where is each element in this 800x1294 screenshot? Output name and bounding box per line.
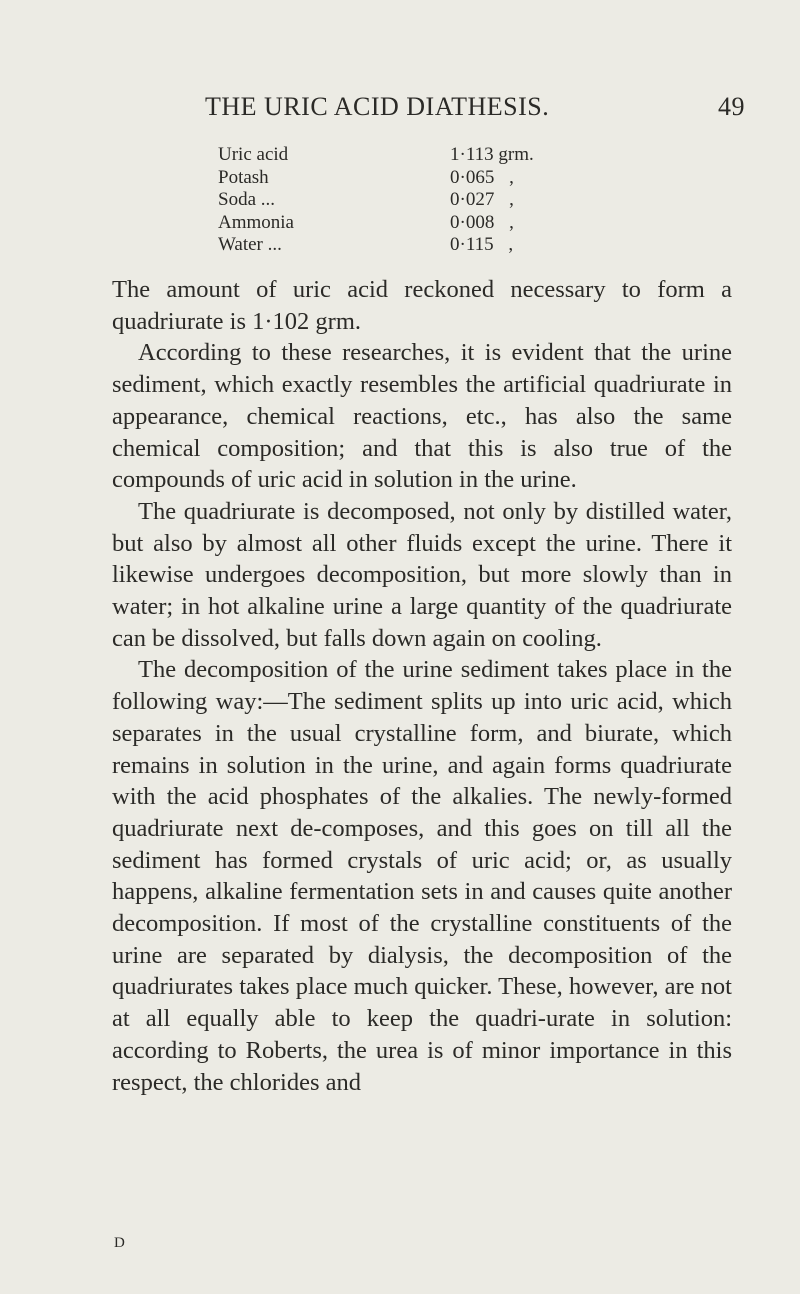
running-title: THE URIC ACID DIATHESIS. [205, 92, 550, 121]
table-row [218, 212, 578, 235]
paragraph: According to these researches, it is evident that the urine sediment, which exactly resembles the artificial quadriurate in appearance, chemical reactions, etc., has also the same chemical composition; and that this is also true of the compounds of uric acid in solution in the urine. [112, 339, 732, 494]
composition-table [218, 144, 578, 257]
signature-mark: D [114, 1235, 125, 1251]
component-value: 1·113 grm. [450, 144, 534, 165]
paragraph: The amount of uric acid reckoned necessary to form a quadriurate is 1·102 grm. [112, 276, 732, 335]
component-name: Uric acid [218, 144, 289, 165]
running-head [205, 92, 745, 128]
page-number: 49 [718, 92, 745, 121]
table-row [218, 189, 578, 212]
component-name: Ammonia [218, 211, 294, 233]
table-row [218, 234, 578, 257]
paragraph: The decomposition of the urine sediment takes place in the following way:—The sediment splits up into uric acid, which separates in the usual crystalline form, and biurate, which remains in solution in the urine, and again forms quadriurate with the acid phosphates of the alkalies. The newly-formed quadriurate next de-composes, and this goes on till all the sediment has formed crystals of uric acid; or, as usually happens, alkaline fermentation sets in and causes quite another decomposition. If most of the crystalline constituents of the urine are separated by dialysis, the decomposition of the quadriurates takes place much quicker. These, however, are not at all equally able to keep the quadri-urate in solution: according to Roberts, the urea is of minor importance in this respect, the chlorides and [112, 656, 732, 1096]
table-row [218, 144, 578, 167]
component-name: Water ... [218, 234, 282, 255]
component-value: 0·027 , [450, 189, 514, 210]
component-value: 0·115 , [450, 234, 514, 255]
table-row [218, 167, 578, 190]
component-name: Soda ... [218, 189, 275, 210]
paragraph: The quadriurate is decomposed, not only by distilled water, but also by almost all other fluids except the urine. There it likewise undergoes decomposition, but more slowly than in water; in hot alkaline urine a large quantity of the quadriurate can be dissolved, but falls down again on cooling. [112, 497, 732, 652]
component-value: 0·065 , [450, 166, 514, 188]
body-text [112, 274, 732, 1098]
component-name: Potash [218, 166, 269, 188]
component-value: 0·008 , [450, 211, 514, 233]
